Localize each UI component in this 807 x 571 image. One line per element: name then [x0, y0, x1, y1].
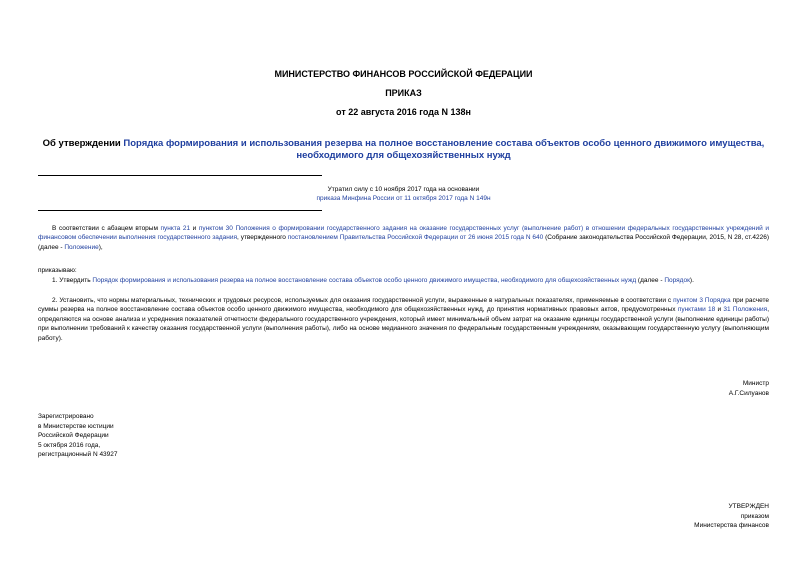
title-link[interactable]: Порядка формирования и использования резерва на полное восстановление состава объектов особо ценного движимого имущества, необходимого для общехозяйственных нужд [123, 138, 765, 161]
link-regulation-item-31[interactable]: 31 Положения [723, 306, 768, 314]
link-items-18[interactable]: пунктами 18 [677, 306, 716, 314]
link-procedure[interactable]: Порядок [664, 277, 690, 284]
item-2-paragraph [38, 296, 769, 343]
status-note-line1: Утратил силу с 10 ноября 2017 года на основании [327, 186, 480, 193]
item-2-text-3: и [715, 306, 724, 314]
order-word: приказываю: [38, 267, 77, 274]
status-note [0, 185, 807, 203]
signature-block [729, 379, 769, 398]
item-1-paragraph [38, 276, 769, 285]
item-2-text-1: 2. Установить, что нормы материальных, технических и трудовых ресурсов, используемых для оказания государственной услуги, выраженные в натуральных показателях, применяемые в соответствии с [52, 297, 674, 304]
status-note-link[interactable]: приказа Минфина России от 11 октября 2017 года N 149н [316, 195, 491, 202]
approved-line: УТВЕРЖДЕН [728, 503, 769, 510]
document-title [0, 138, 807, 162]
preamble-text-1: В соответствии с абзацем вторым [52, 225, 161, 232]
date-number-heading: от 22 августа 2016 года N 138н [336, 107, 471, 117]
item-2-text-2: при расчете суммы резерва на полное восстановление состава объектов особо ценного движимого имущества, необходимого для общехозяйственных нужд, до принятия нормативных правовых актов, предусмотренных [38, 297, 770, 314]
link-government-decree-640[interactable]: постановлением Правительства Российской Федерации от 26 июня 2015 года N 640 [287, 234, 544, 242]
item-2-text-4: , определяются на основе анализа и усреднения показателей отчетности федерального государственного учреждения, который имеет минимальный объем затрат на оказание единицы государственной услуги (выполнение единицы работы) при выполнении требований к качеству оказания государственной услуги (выполнения работы), либо на основе медианного значения по федеральным государственным учреждениям, оказывающим государственную услугу (выполняющим работу). [38, 306, 769, 342]
divider-bottom [38, 210, 322, 211]
approved-line: Министерства финансов [694, 522, 769, 529]
registration-block [38, 412, 118, 460]
preamble-text-2: и [190, 225, 199, 232]
link-procedure-item-3[interactable]: пунктом 3 Порядка [673, 297, 731, 304]
link-item-21[interactable]: пункта 21 [160, 225, 191, 232]
preamble-paragraph [38, 224, 769, 252]
signature-name: А.Г.Силуанов [728, 389, 769, 397]
ministry-heading: МИНИСТЕРСТВО ФИНАНСОВ РОССИЙСКОЙ ФЕДЕРАЦИИ [274, 69, 533, 79]
item-1-text-3: ). [689, 277, 694, 284]
preamble-text-3: , утвержденного [237, 234, 288, 242]
item-1-text-2: (далее - [636, 277, 665, 284]
approved-line: приказом [740, 512, 769, 520]
title-prefix: Об утверждении [42, 138, 124, 149]
preamble-text-4: (Собрание законодательства Российской Федерации, 2015, N 28, ст.4226) (далее - [38, 234, 769, 251]
signature-position: Министр [742, 380, 769, 387]
link-regulation-item-30[interactable]: пунктом 30 Положения о формировании государственного задания на оказание государственных услуг (выполнение работ) в отношении федеральных государственных учреждений и финансовом обеспечении выполнения государственного задания [38, 225, 769, 242]
registration-line: Российской Федерации [38, 432, 109, 439]
registration-line: в Министерстве юстиции [38, 422, 114, 430]
item-1-text-1: 1. Утвердить [52, 277, 93, 284]
link-regulation[interactable]: Положение [64, 243, 99, 251]
divider-top [38, 175, 322, 176]
registration-line: 5 октября 2016 года, [38, 441, 101, 449]
doc-type-heading: ПРИКАЗ [385, 88, 422, 98]
registration-line: Зарегистрировано [38, 413, 94, 420]
approved-block [694, 502, 769, 531]
preamble-text-5: ), [98, 243, 103, 251]
link-procedure-full[interactable]: Порядок формирования и использования резерва на полное восстановление состава объектов особо ценного движимого имущества, необходимого для общехозяйственных нужд [92, 277, 637, 284]
registration-line: регистрационный N 43927 [38, 451, 118, 458]
